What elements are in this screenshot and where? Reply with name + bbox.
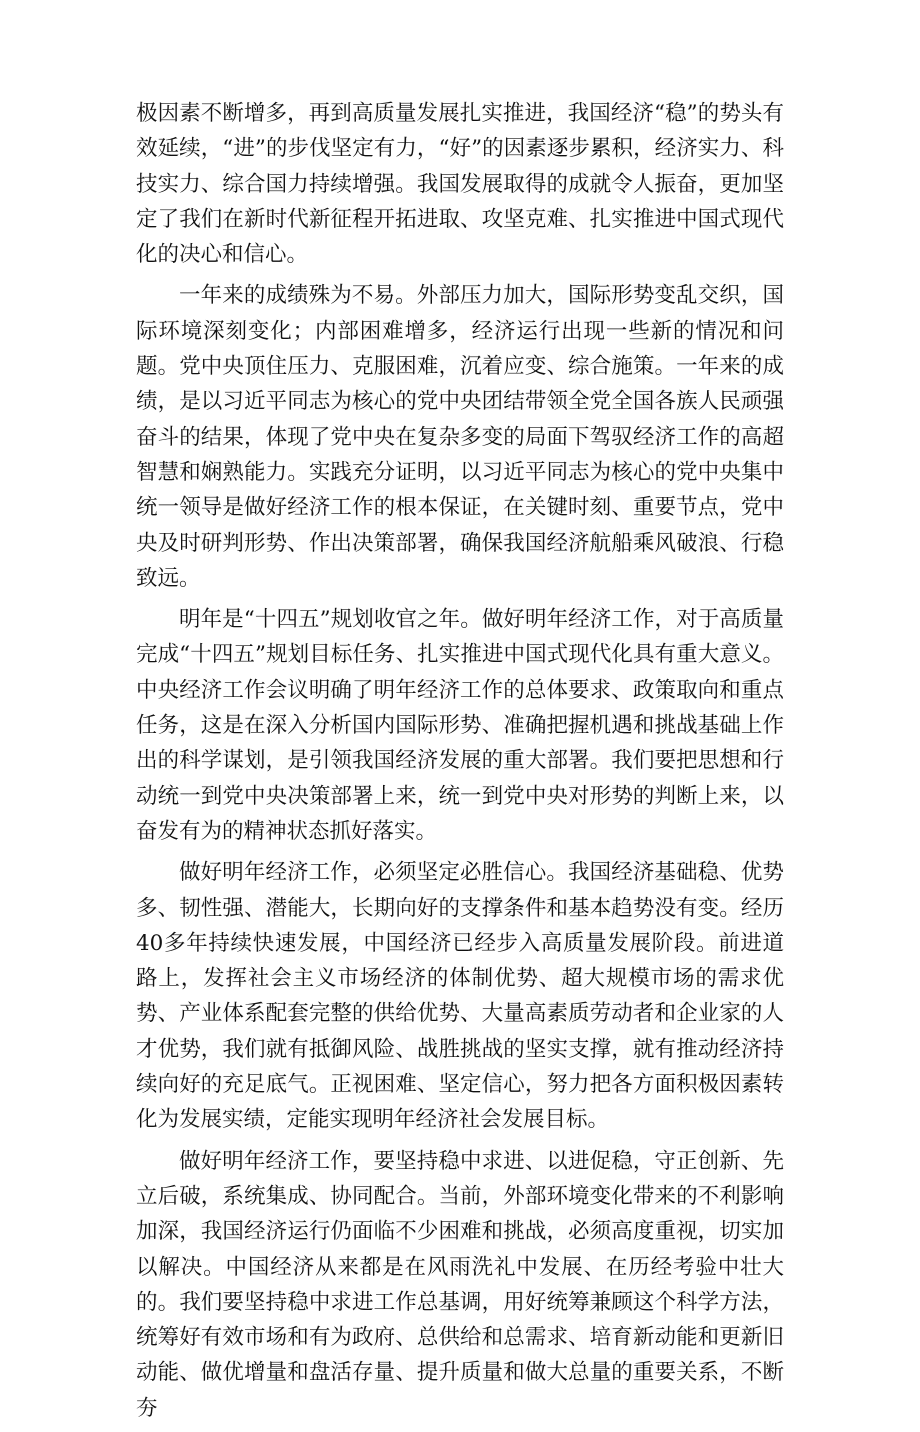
paragraph-4: 做好明年经济工作，必须坚定必胜信心。我国经济基础稳、优势多、韧性强、潜能大，长期向好的支撑条件和基本趋势没有变。经历40多年持续快速发展，中国经济已经步入高质量发展阶段。前进道路上，发挥社会主义市场经济的体制优势、超大规模市场的需求优势、产业体系配套完整的供给优势、大量高素质劳动者和企业家的人才优势，我们就有抵御风险、战胜挑战的坚实支撑，就有推动经济持续向好的充足底气。正视困难、坚定信心，努力把各方面积极因素转化为发展实绩，定能实现明年经济社会发展目标。 [136, 860, 784, 1133]
paragraph-3: 明年是“十四五”规划收官之年。做好明年经济工作，对于高质量完成“十四五”规划目标任务、扎实推进中国式现代化具有重大意义。中央经济工作会议明确了明年经济工作的总体要求、政策取向和重点任务，这是在深入分析国内国际形势、准确把握机遇和挑战基础上作出的科学谋划，是引领我国经济发展的重大部署。我们要把思想和行动统一到党中央决策部署上来，统一到党中央对形势的判断上来，以奋发有为的精神状态抓好落实。 [136, 607, 784, 844]
paragraph-2: 一年来的成绩殊为不易。外部压力加大，国际形势变乱交织，国际环境深刻变化；内部困难增多，经济运行出现一些新的情况和问题。党中央顶住压力、克服困难，沉着应变、综合施策。一年来的成绩，是以习近平同志为核心的党中央团结带领全党全国各族人民顽强奋斗的结果，体现了党中央在复杂多变的局面下驾驭经济工作的高超智慧和娴熟能力。实践充分证明，以习近平同志为核心的党中央集中统一领导是做好经济工作的根本保证，在关键时刻、重要节点，党中央及时研判形势、作出决策部署，确保我国经济航船乘风破浪、行稳致远。 [136, 283, 784, 591]
paragraph-5: 做好明年经济工作，要坚持稳中求进、以进促稳，守正创新、先立后破，系统集成、协同配合。当前，外部环境变化带来的不利影响加深，我国经济运行仍面临不少困难和挑战，必须高度重视，切实加以解决。中国经济从来都是在风雨洗礼中发展、在历经考验中壮大的。我们要坚持稳中求进工作总基调，用好统筹兼顾这个科学方法，统筹好有效市场和有为政府、总供给和总需求、培育新动能和更新旧动能、做优增量和盘活存量、提升质量和做大总量的重要关系，不断夯 [136, 1148, 784, 1421]
paragraph-1: 极因素不断增多，再到高质量发展扎实推进，我国经济“稳”的势头有效延续，“进”的步伐坚定有力，“好”的因素逐步累积，经济实力、科技实力、综合国力持续增强。我国发展取得的成就令人振奋，更加坚定了我们在新时代新征程开拓进取、攻坚克难、扎实推进中国式现代化的决心和信心。 [136, 101, 784, 268]
article-body [136, 96, 784, 1432]
